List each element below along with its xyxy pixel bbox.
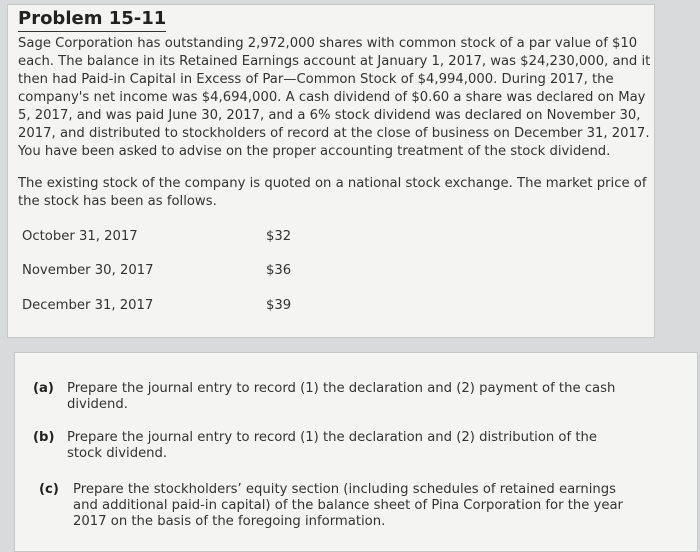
price-date: December 31, 2017	[22, 298, 154, 313]
question-letter: (b)	[33, 430, 55, 445]
price-value: $39	[266, 298, 292, 313]
question-b	[33, 430, 633, 462]
market-price-intro: The existing stock of the company is quoted on a national stock exchange. The market price of the stock has been as follows.	[18, 176, 647, 209]
question-letter: (a)	[33, 381, 54, 396]
question-text: Prepare the stockholders’ equity section (including schedules of retained earnings and additional paid-in capital) of the balance sheet of Pina Corporation for the year 2017 on the basis of the foregoing information.	[73, 482, 623, 529]
price-date: November 30, 2017	[22, 263, 154, 278]
price-row	[22, 261, 622, 281]
price-date: October 31, 2017	[22, 229, 138, 244]
question-a	[33, 381, 633, 413]
price-value: $32	[266, 229, 292, 244]
problem-panel	[7, 4, 655, 338]
question-c	[39, 482, 639, 530]
problem-description: Sage Corporation has outstanding 2,972,000 shares with common stock of a par value of $10 each. The balance in its Retained Earnings account at January 1, 2017, was $24,230,000, and it then had Paid-in Capital in Excess of Par—Common Stock of $4,994,000. During 2017, the company's net income was $4,694,000. A cash dividend of $0.60 a share was declared on May 5, 2017, and was paid June 30, 2017, and a 6% stock dividend was declared on November 30, 2017, and distributed to stockholders of record at the close of business on December 31, 2017. You have been asked to advise on the proper accounting treatment of the stock dividend.	[18, 36, 651, 159]
question-letter: (c)	[39, 482, 59, 497]
question-text: Prepare the journal entry to record (1) the declaration and (2) payment of the cash dividend.	[67, 381, 616, 412]
problem-title: Problem 15-11	[18, 7, 166, 32]
price-row	[22, 227, 622, 247]
questions-panel	[14, 352, 698, 552]
price-row	[22, 296, 622, 316]
price-value: $36	[266, 263, 292, 278]
question-text: Prepare the journal entry to record (1) the declaration and (2) distribution of the stock dividend.	[67, 430, 597, 461]
